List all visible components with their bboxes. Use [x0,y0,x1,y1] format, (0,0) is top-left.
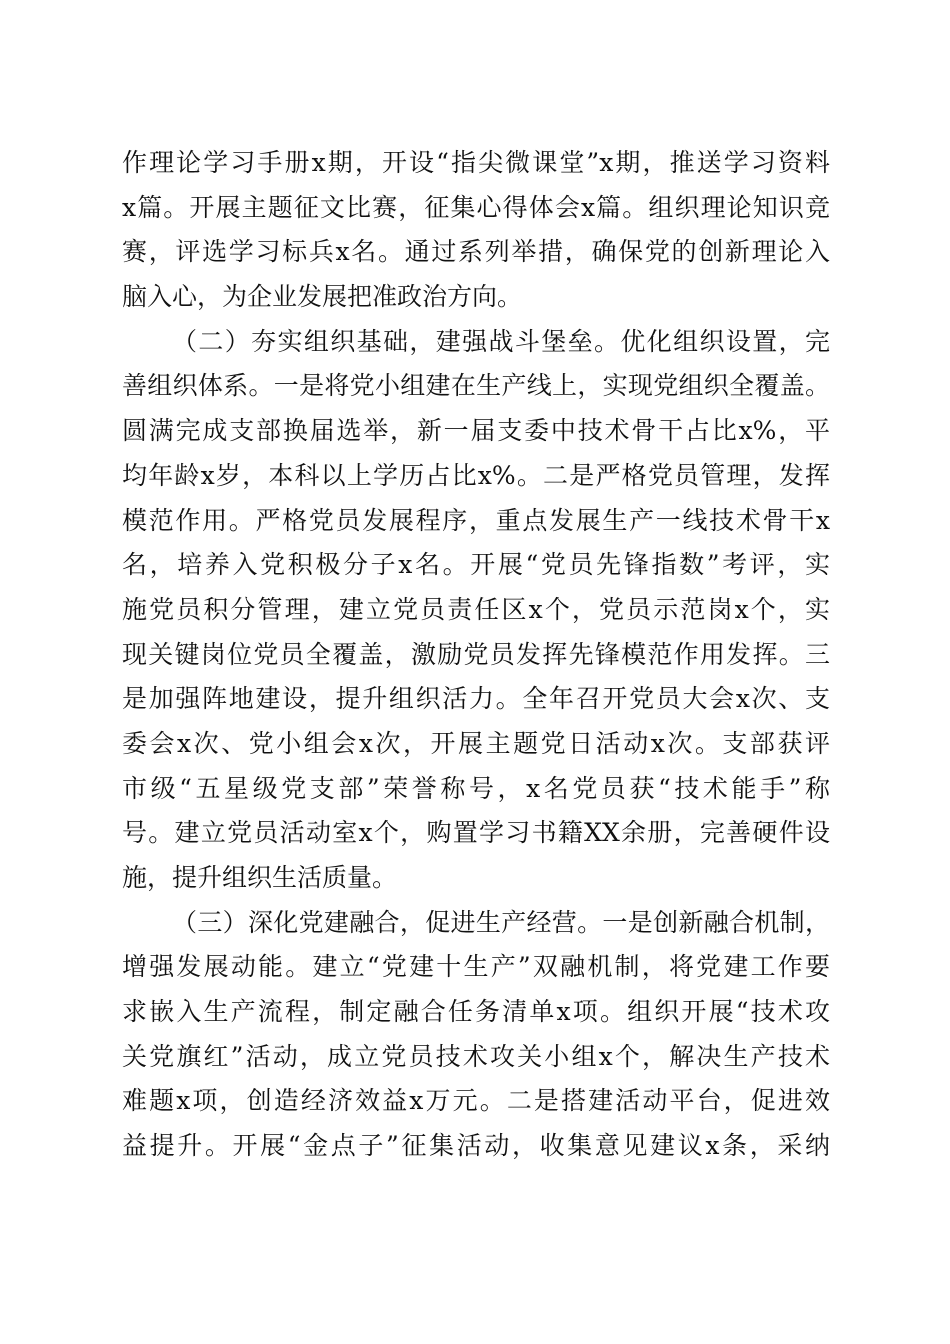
text-line: 难题x项，创造经济效益x万元。二是搭建活动平台，促进效 [122,1086,830,1116]
text-line: 求嵌入生产流程，制定融合任务清单x项。组织开展“技术攻 [122,997,830,1027]
text-line: 施党员积分管理，建立党员责任区x个，党员示范岗x个，实 [122,594,830,624]
text-line: 是加强阵地建设，提升组织活力。全年召开党员大会x次、支 [122,684,830,714]
text-line: x篇。开展主题征文比赛，征集心得体会x篇。组织理论知识竞 [122,192,830,222]
text-line: 市级“五星级党支部”荣誉称号，x名党员获“技术能手”称 [122,773,830,803]
paragraph-heading-line: （二）夯实组织基础，建强战斗堡垒。优化组织设置，完 [172,326,830,356]
text-line: 均年龄x岁，本科以上学历占比x%。二是严格党员管理，发挥 [122,460,830,490]
text-line: 赛，评选学习标兵x名。通过系列举措，确保党的创新理论入 [122,237,830,267]
text-line: 善组织体系。一是将党小组建在生产线上，实现党组织全覆盖。 [122,371,830,401]
text-line: 模范作用。严格党员发展程序，重点发展生产一线技术骨干x [122,505,830,535]
text-line: 名，培养入党积极分子x名。开展“党员先锋指数”考评，实 [122,550,830,580]
text-line: 作理论学习手册x期，开设“指尖微课堂”x期，推送学习资料 [122,148,830,177]
document-body [122,141,830,1169]
text-line: 号。建立党员活动室x个，购置学习书籍XX余册，完善硬件设 [122,818,830,848]
text-line: 脑入心，为企业发展把准政治方向。 [122,282,523,312]
text-line: 关党旗红”活动，成立党员技术攻关小组x个，解决生产技术 [122,1041,830,1071]
paragraph-heading-line: （三）深化党建融合，促进生产经营。一是创新融合机制， [172,907,830,937]
text-line: 益提升。开展“金点子”征集活动，收集意见建议x条，采纳 [122,1131,830,1161]
text-line: 委会x次、党小组会x次，开展主题党日活动x次。支部获评 [122,728,830,758]
text-line: 施，提升组织生活质量。 [122,863,398,892]
text-line: 现关键岗位党员全覆盖，激励党员发挥先锋模范作用发挥。三 [122,639,830,669]
text-line: 增强发展动能。建立“党建十生产”双融机制，将党建工作要 [122,952,830,982]
text-line: 圆满完成支部换届选举，新一届支委中技术骨干占比x%，平 [122,416,830,446]
